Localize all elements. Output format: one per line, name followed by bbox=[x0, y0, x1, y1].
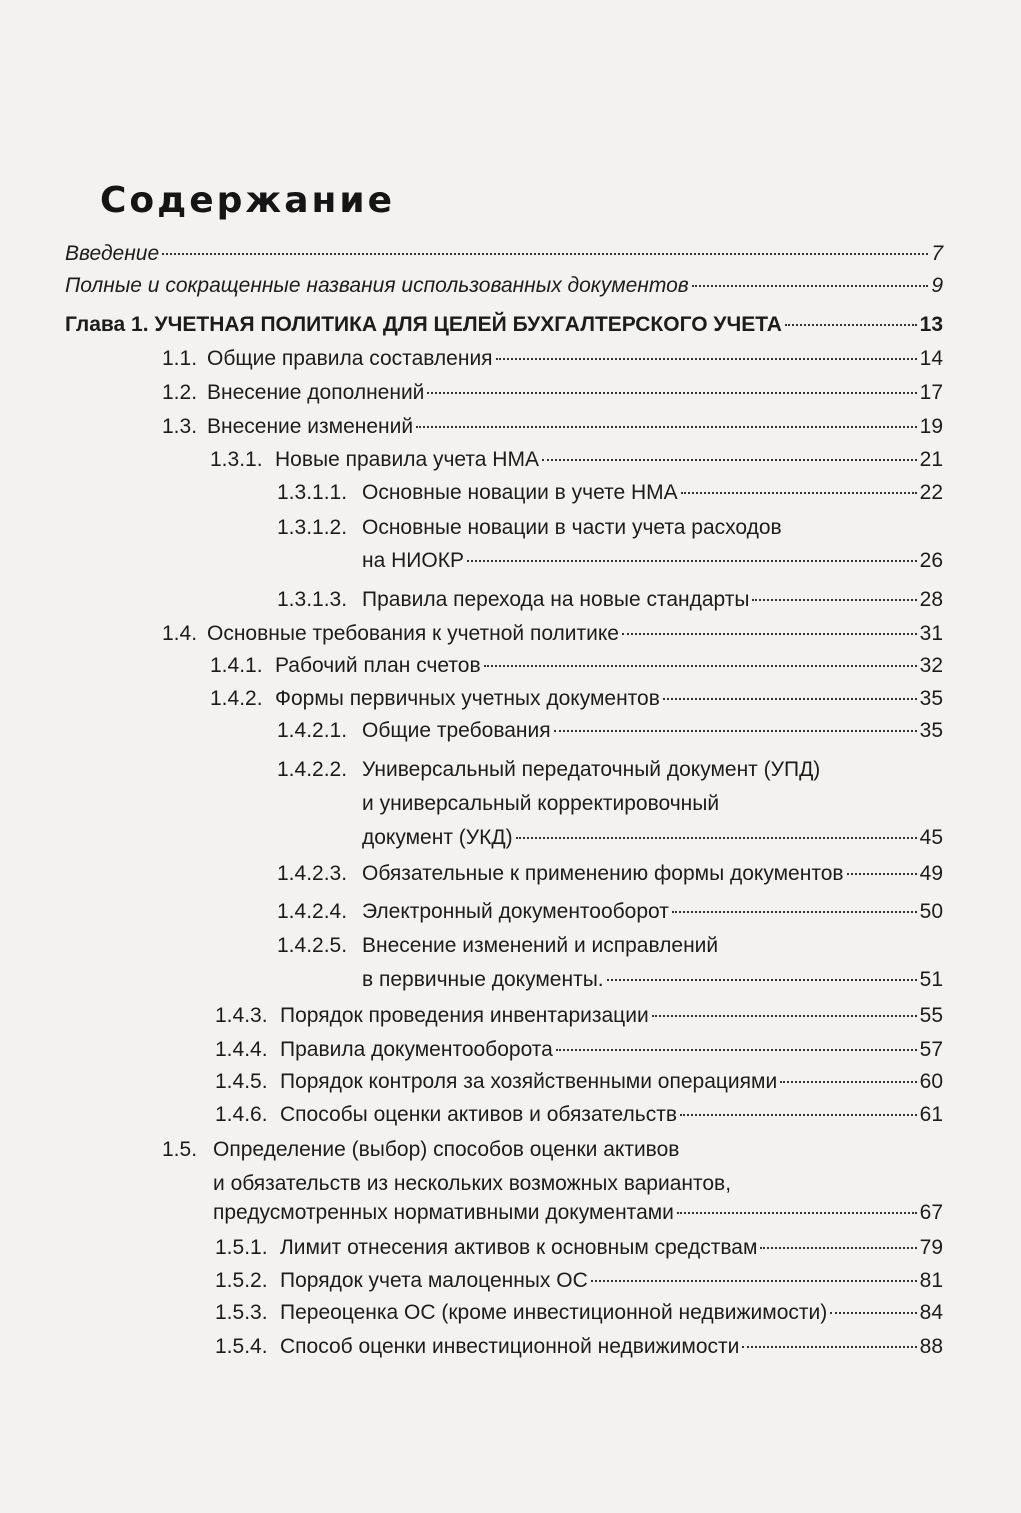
toc-entry-number: 1.4.6. bbox=[215, 1103, 268, 1126]
toc-entry-number: 1.5.3. bbox=[215, 1301, 268, 1324]
toc-entry-number: 1.4.5. bbox=[215, 1070, 268, 1093]
toc-entry bbox=[210, 446, 943, 474]
dot-leader bbox=[162, 253, 928, 255]
toc-entry-label bbox=[215, 1101, 677, 1129]
toc-page-number: 22 bbox=[919, 481, 943, 504]
toc-entry-number: 1.4.2.1. bbox=[277, 719, 348, 742]
toc-entry-number: 1.5.2. bbox=[215, 1269, 268, 1292]
toc-entry-title: Способы оценки активов и обязательств bbox=[280, 1103, 677, 1126]
toc-entry-continuation bbox=[362, 966, 943, 994]
toc-entry-number: 1.4.3. bbox=[215, 1004, 268, 1027]
toc-page-number: 13 bbox=[919, 313, 943, 336]
toc-entry-title: Основные новации в учете НМА bbox=[362, 481, 678, 504]
toc-entry bbox=[162, 345, 943, 373]
toc-entry-title: Формы первичных учетных документов bbox=[275, 687, 660, 710]
toc-entry-label bbox=[215, 1299, 827, 1327]
toc-entry-label bbox=[215, 1234, 757, 1262]
toc-entry bbox=[277, 898, 943, 926]
toc-entry-label bbox=[210, 685, 660, 713]
toc-entry bbox=[215, 1002, 943, 1030]
toc-page-number: 28 bbox=[919, 588, 943, 611]
dot-leader bbox=[416, 426, 917, 428]
toc-entry-continuation bbox=[213, 1199, 943, 1227]
dot-leader bbox=[742, 1346, 916, 1348]
toc-entry-title: Общие требования bbox=[362, 719, 551, 742]
toc-entry-label bbox=[162, 620, 619, 648]
toc-entry-label bbox=[277, 479, 678, 507]
toc-entry-label bbox=[215, 1267, 588, 1295]
toc-entry bbox=[162, 379, 943, 407]
dot-leader bbox=[677, 1212, 917, 1214]
toc-entry bbox=[277, 479, 943, 507]
toc-entry-title: Внесение дополнений bbox=[207, 381, 425, 404]
toc-entry bbox=[215, 1333, 943, 1361]
toc-entry-label bbox=[215, 1333, 739, 1361]
dot-leader bbox=[516, 837, 917, 839]
dot-leader bbox=[607, 979, 917, 981]
toc-page-number: 81 bbox=[919, 1269, 943, 1292]
toc-entry bbox=[215, 1101, 943, 1129]
dot-leader bbox=[785, 324, 917, 326]
toc-page-number: 79 bbox=[919, 1236, 943, 1259]
toc-page-number: 55 bbox=[919, 1004, 943, 1027]
toc-entry bbox=[215, 1234, 943, 1262]
toc-entry bbox=[162, 620, 943, 648]
dot-leader bbox=[652, 1015, 917, 1017]
toc-entry-number: 1.4.4. bbox=[215, 1038, 268, 1061]
toc-entry bbox=[277, 586, 943, 614]
toc-entry-number: 1.5.4. bbox=[215, 1335, 268, 1358]
toc-entry-title: Порядок проведения инвентаризации bbox=[280, 1004, 649, 1027]
toc-page-number: 51 bbox=[919, 968, 943, 991]
page-title: Содержание bbox=[100, 180, 396, 221]
toc-entry-label bbox=[210, 652, 481, 680]
dot-leader bbox=[591, 1280, 917, 1282]
toc-entry bbox=[162, 1136, 679, 1164]
toc-page-number: 35 bbox=[919, 687, 943, 710]
toc-entry bbox=[162, 413, 943, 441]
dot-leader bbox=[556, 1049, 917, 1051]
toc-entry-number: 1.3. bbox=[162, 415, 198, 438]
toc-entry-label bbox=[210, 446, 539, 474]
toc-entry-title-continued: предусмотренных нормативными документами bbox=[213, 1201, 674, 1224]
toc-entry-number: 1.2. bbox=[162, 381, 198, 404]
toc-entry-continuation bbox=[362, 547, 943, 575]
dot-leader bbox=[467, 560, 917, 562]
toc-page-number: 32 bbox=[919, 654, 943, 677]
toc-entry bbox=[65, 272, 943, 300]
dot-leader bbox=[496, 358, 917, 360]
toc-entry-title: Способ оценки инвестиционной недвижимости bbox=[280, 1335, 740, 1358]
toc-page-number: 14 bbox=[919, 347, 943, 370]
toc-entry-title: Правила документооборота bbox=[280, 1038, 553, 1061]
toc-entry-number: 1.3.1.3. bbox=[277, 588, 348, 611]
toc-entry-number: 1.3.1.1. bbox=[277, 481, 348, 504]
toc-entry-title: Внесение изменений bbox=[207, 415, 414, 438]
toc-entry-label bbox=[215, 1002, 649, 1030]
toc-entry bbox=[277, 860, 943, 888]
toc-entry-title: Электронный документооборот bbox=[362, 900, 669, 923]
toc-entry bbox=[65, 240, 943, 268]
toc-entry-label bbox=[162, 345, 493, 373]
toc-page-number: 60 bbox=[919, 1070, 943, 1093]
toc-entry-number: 1.1. bbox=[162, 347, 198, 370]
toc-entry bbox=[277, 514, 782, 542]
toc-entry-title: Порядок учета малоценных ОС bbox=[280, 1269, 588, 1292]
toc-entry bbox=[210, 685, 943, 713]
toc-entry-title: Переоценка ОС (кроме инвестиционной недвижимости) bbox=[280, 1301, 828, 1324]
toc-entry-title: Рабочий план счетов bbox=[275, 654, 481, 677]
toc-entry-continuation bbox=[362, 824, 943, 852]
dot-leader bbox=[484, 665, 917, 667]
toc-entry-label bbox=[277, 586, 749, 614]
dot-leader bbox=[780, 1081, 916, 1083]
toc-entry bbox=[277, 932, 718, 960]
toc-entry-title: Полные и сокращенные названия использованных документов bbox=[65, 274, 689, 297]
toc-entry-label bbox=[162, 379, 424, 407]
dot-leader bbox=[663, 698, 917, 700]
toc-entry-label bbox=[65, 311, 782, 339]
toc-entry-number: 1.4. bbox=[162, 622, 198, 645]
toc-page-number: 88 bbox=[919, 1335, 943, 1358]
toc-entry-title: УЧЕТНАЯ ПОЛИТИКА ДЛЯ ЦЕЛЕЙ БУХГАЛТЕРСКОГО УЧЕТА bbox=[154, 313, 782, 336]
toc-entry-title: Правила перехода на новые стандарты bbox=[362, 588, 750, 611]
toc-entry-label bbox=[65, 240, 159, 268]
toc-entry-label bbox=[277, 898, 669, 926]
toc-page-number: 57 bbox=[919, 1038, 943, 1061]
dot-leader bbox=[752, 599, 916, 601]
toc-entry bbox=[215, 1267, 943, 1295]
dot-leader bbox=[692, 285, 929, 287]
toc-entry-label bbox=[215, 1068, 777, 1096]
toc-entry bbox=[215, 1036, 943, 1064]
toc-page-number: 50 bbox=[919, 900, 943, 923]
toc-entry bbox=[277, 717, 943, 745]
toc-entry-number: 1.3.1. bbox=[210, 448, 263, 471]
toc-page-number: 45 bbox=[919, 826, 943, 849]
toc-page-number: 9 bbox=[931, 274, 943, 297]
toc-entry-number: 1.4.2.4. bbox=[277, 900, 348, 923]
dot-leader bbox=[554, 730, 917, 732]
toc-page-number: 19 bbox=[919, 415, 943, 438]
toc-entry-label bbox=[162, 413, 413, 441]
toc-entry-title: Основные требования к учетной политике bbox=[207, 622, 619, 645]
dot-leader bbox=[427, 392, 916, 394]
toc-entry-title-continued: и универсальный корректировочный bbox=[362, 792, 720, 815]
toc-entry-title: Обязательные к применению формы документов bbox=[362, 862, 844, 885]
toc-entry-title-continued: документ (УКД) bbox=[362, 826, 513, 849]
dot-leader bbox=[830, 1312, 916, 1314]
toc-entry-label bbox=[277, 860, 844, 888]
dot-leader bbox=[680, 1114, 917, 1116]
toc-entry-number: Глава 1. bbox=[65, 313, 149, 336]
toc-entry-title-continued: в первичные документы. bbox=[362, 968, 604, 991]
toc-page-number: 26 bbox=[919, 549, 943, 572]
dot-leader bbox=[760, 1247, 916, 1249]
toc-entry-number: 1.4.2. bbox=[210, 687, 263, 710]
toc-entry-number: 1.4.2.2. bbox=[277, 758, 348, 781]
toc-entry-title-continued: на НИОКР bbox=[362, 549, 464, 572]
toc-page-number: 67 bbox=[919, 1201, 943, 1224]
toc-entry bbox=[277, 756, 820, 784]
toc-entry bbox=[210, 652, 943, 680]
toc-page-number: 61 bbox=[919, 1103, 943, 1126]
toc-entry-number: 1.5. bbox=[162, 1138, 198, 1161]
toc-entry-label bbox=[65, 272, 689, 300]
dot-leader bbox=[622, 633, 917, 635]
toc-entry-title: Внесение изменений и исправлений bbox=[362, 934, 719, 957]
toc-page-number: 17 bbox=[919, 381, 943, 404]
toc-page-number: 49 bbox=[919, 862, 943, 885]
toc-entry-title: Лимит отнесения активов к основным средствам bbox=[280, 1236, 758, 1259]
dot-leader bbox=[847, 873, 917, 875]
toc-entry-title: Новые правила учета НМА bbox=[275, 448, 539, 471]
toc-entry-title: Определение (выбор) способов оценки активов bbox=[213, 1138, 680, 1161]
toc-entry bbox=[215, 1299, 943, 1327]
toc-page-number: 35 bbox=[919, 719, 943, 742]
toc-entry-number: 1.3.1.2. bbox=[277, 516, 348, 539]
toc-page-number: 21 bbox=[919, 448, 943, 471]
dot-leader bbox=[672, 911, 917, 913]
toc-entry-title: Основные новации в части учета расходов bbox=[362, 516, 782, 539]
toc-entry-title: Общие правила составления bbox=[207, 347, 493, 370]
toc-entry-title-continued: и обязательств из нескольких возможных вариантов, bbox=[213, 1172, 732, 1195]
toc-page-number: 31 bbox=[919, 622, 943, 645]
toc-entry-label bbox=[277, 717, 551, 745]
toc-entry-number: 1.4.2.5. bbox=[277, 934, 348, 957]
toc-entry-title: Порядок контроля за хозяйственными операциями bbox=[280, 1070, 778, 1093]
toc-entry bbox=[215, 1068, 943, 1096]
dot-leader bbox=[681, 492, 917, 494]
toc-entry-number: 1.4.2.3. bbox=[277, 862, 348, 885]
toc-entry-number: 1.5.1. bbox=[215, 1236, 268, 1259]
toc-entry-title: Универсальный передаточный документ (УПД) bbox=[362, 758, 821, 781]
toc-entry-title: Введение bbox=[65, 242, 160, 265]
dot-leader bbox=[542, 459, 917, 461]
toc-entry-number: 1.4.1. bbox=[210, 654, 263, 677]
toc-page-number: 7 bbox=[931, 242, 943, 265]
toc-entry bbox=[65, 311, 943, 339]
toc-entry-label bbox=[215, 1036, 553, 1064]
toc-page-number: 84 bbox=[919, 1301, 943, 1324]
